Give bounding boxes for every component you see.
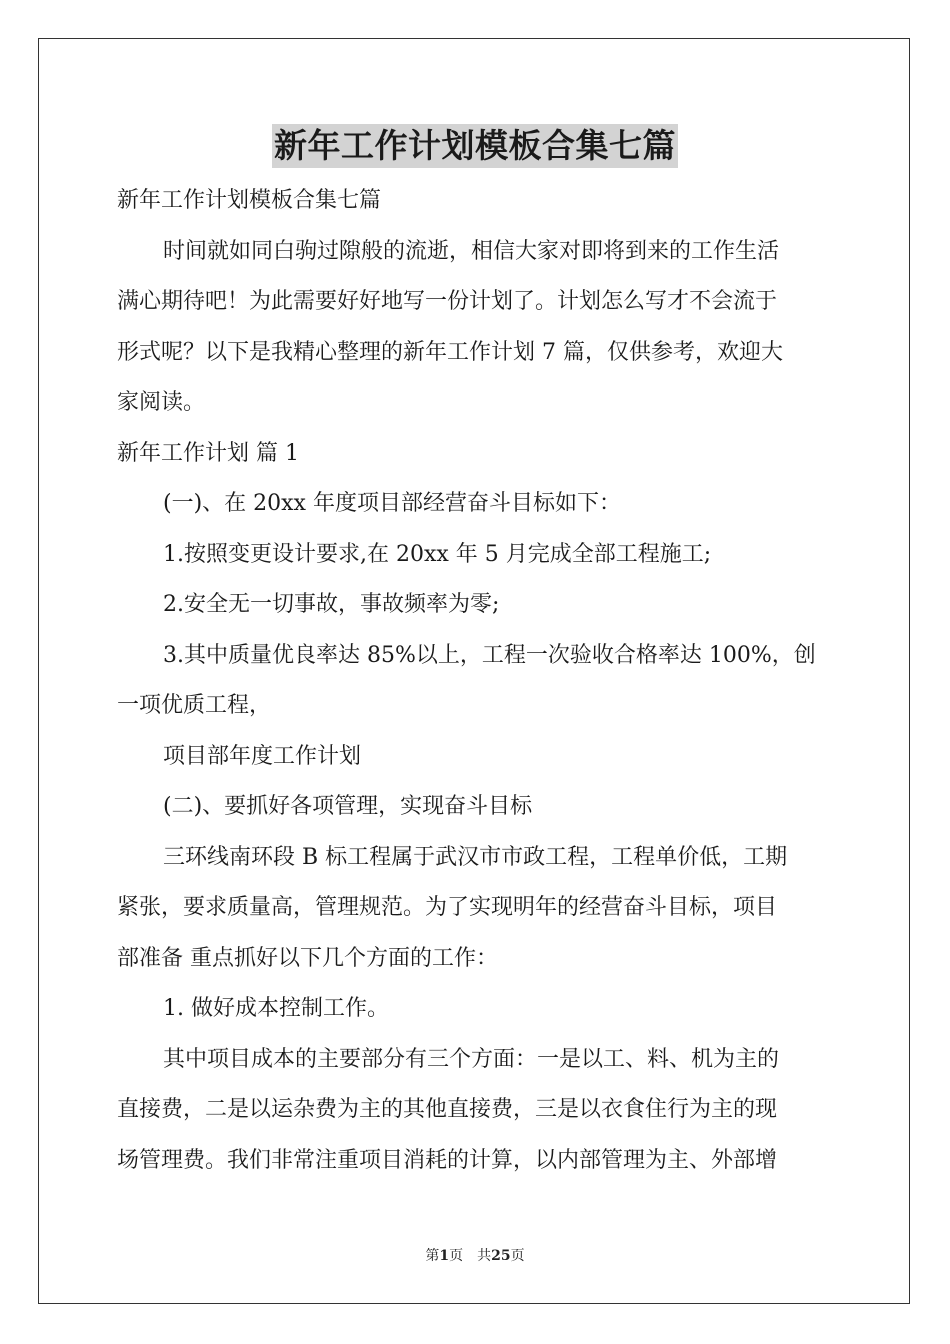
text-line: 家阅读。 bbox=[117, 390, 206, 415]
text-line: 1. 做好成本控制工作。 bbox=[163, 996, 389, 1021]
document-title: 新年工作计划模板合集七篇 bbox=[272, 124, 678, 168]
text-line: (一)、在 20xx 年度项目部经营奋斗目标如下： bbox=[163, 491, 621, 516]
footer-total-prefix: 共 bbox=[477, 1248, 492, 1264]
text-line: 新年工作计划 篇 1 bbox=[117, 440, 299, 466]
text-line: 一项优质工程， bbox=[117, 693, 272, 718]
document-body bbox=[117, 176, 833, 1186]
text-line: 三环线南环段 B 标工程属于武汉市市政工程，工程单价低，工期 bbox=[163, 844, 788, 870]
text-line: 部准备 重点抓好以下几个方面的工作： bbox=[117, 945, 498, 971]
text-line: 时间就如同白驹过隙般的流逝，相信大家对即将到来的工作生活 bbox=[163, 238, 780, 264]
title-container bbox=[0, 124, 950, 168]
text-line: 形式呢？以下是我精心整理的新年工作计划 7 篇，仅供参考，欢迎大 bbox=[117, 339, 783, 365]
text-line: 其中项目成本的主要部分有三个方面：一是以工、料、机为主的 bbox=[163, 1046, 780, 1072]
text-line: (二)、要抓好各项管理，实现奋斗目标 bbox=[163, 794, 533, 819]
footer-page-prefix: 第 bbox=[425, 1248, 440, 1264]
footer-page-number: 1 bbox=[439, 1248, 450, 1264]
text-line: 满心期待吧！为此需要好好地写一份计划了。计划怎么写才不会流于 bbox=[117, 289, 778, 314]
text-line: 紧张，要求质量高，管理规范。为了实现明年的经营奋斗目标，项目 bbox=[117, 895, 778, 920]
text-line: 2.安全无一切事故，事故频率为零; bbox=[163, 592, 500, 617]
text-line: 新年工作计划模板合集七篇 bbox=[117, 188, 382, 213]
text-line: 直接费，二是以运杂费为主的其他直接费，三是以衣食住行为主的现 bbox=[117, 1097, 778, 1122]
footer-page-suffix: 页 bbox=[449, 1248, 464, 1264]
text-line: 1.按照变更设计要求,在 20xx 年 5 月完成全部工程施工; bbox=[163, 541, 712, 567]
footer-total-pages: 25 bbox=[491, 1248, 511, 1264]
footer-total-suffix: 页 bbox=[510, 1248, 525, 1264]
text-line: 场管理费。我们非常注重项目消耗的计算，以内部管理为主、外部增 bbox=[117, 1147, 778, 1173]
text-line: 项目部年度工作计划 bbox=[163, 743, 362, 769]
text-line: 3.其中质量优良率达 85%以上，工程一次验收合格率达 100%，创 bbox=[163, 642, 816, 668]
page-footer bbox=[0, 1246, 950, 1266]
